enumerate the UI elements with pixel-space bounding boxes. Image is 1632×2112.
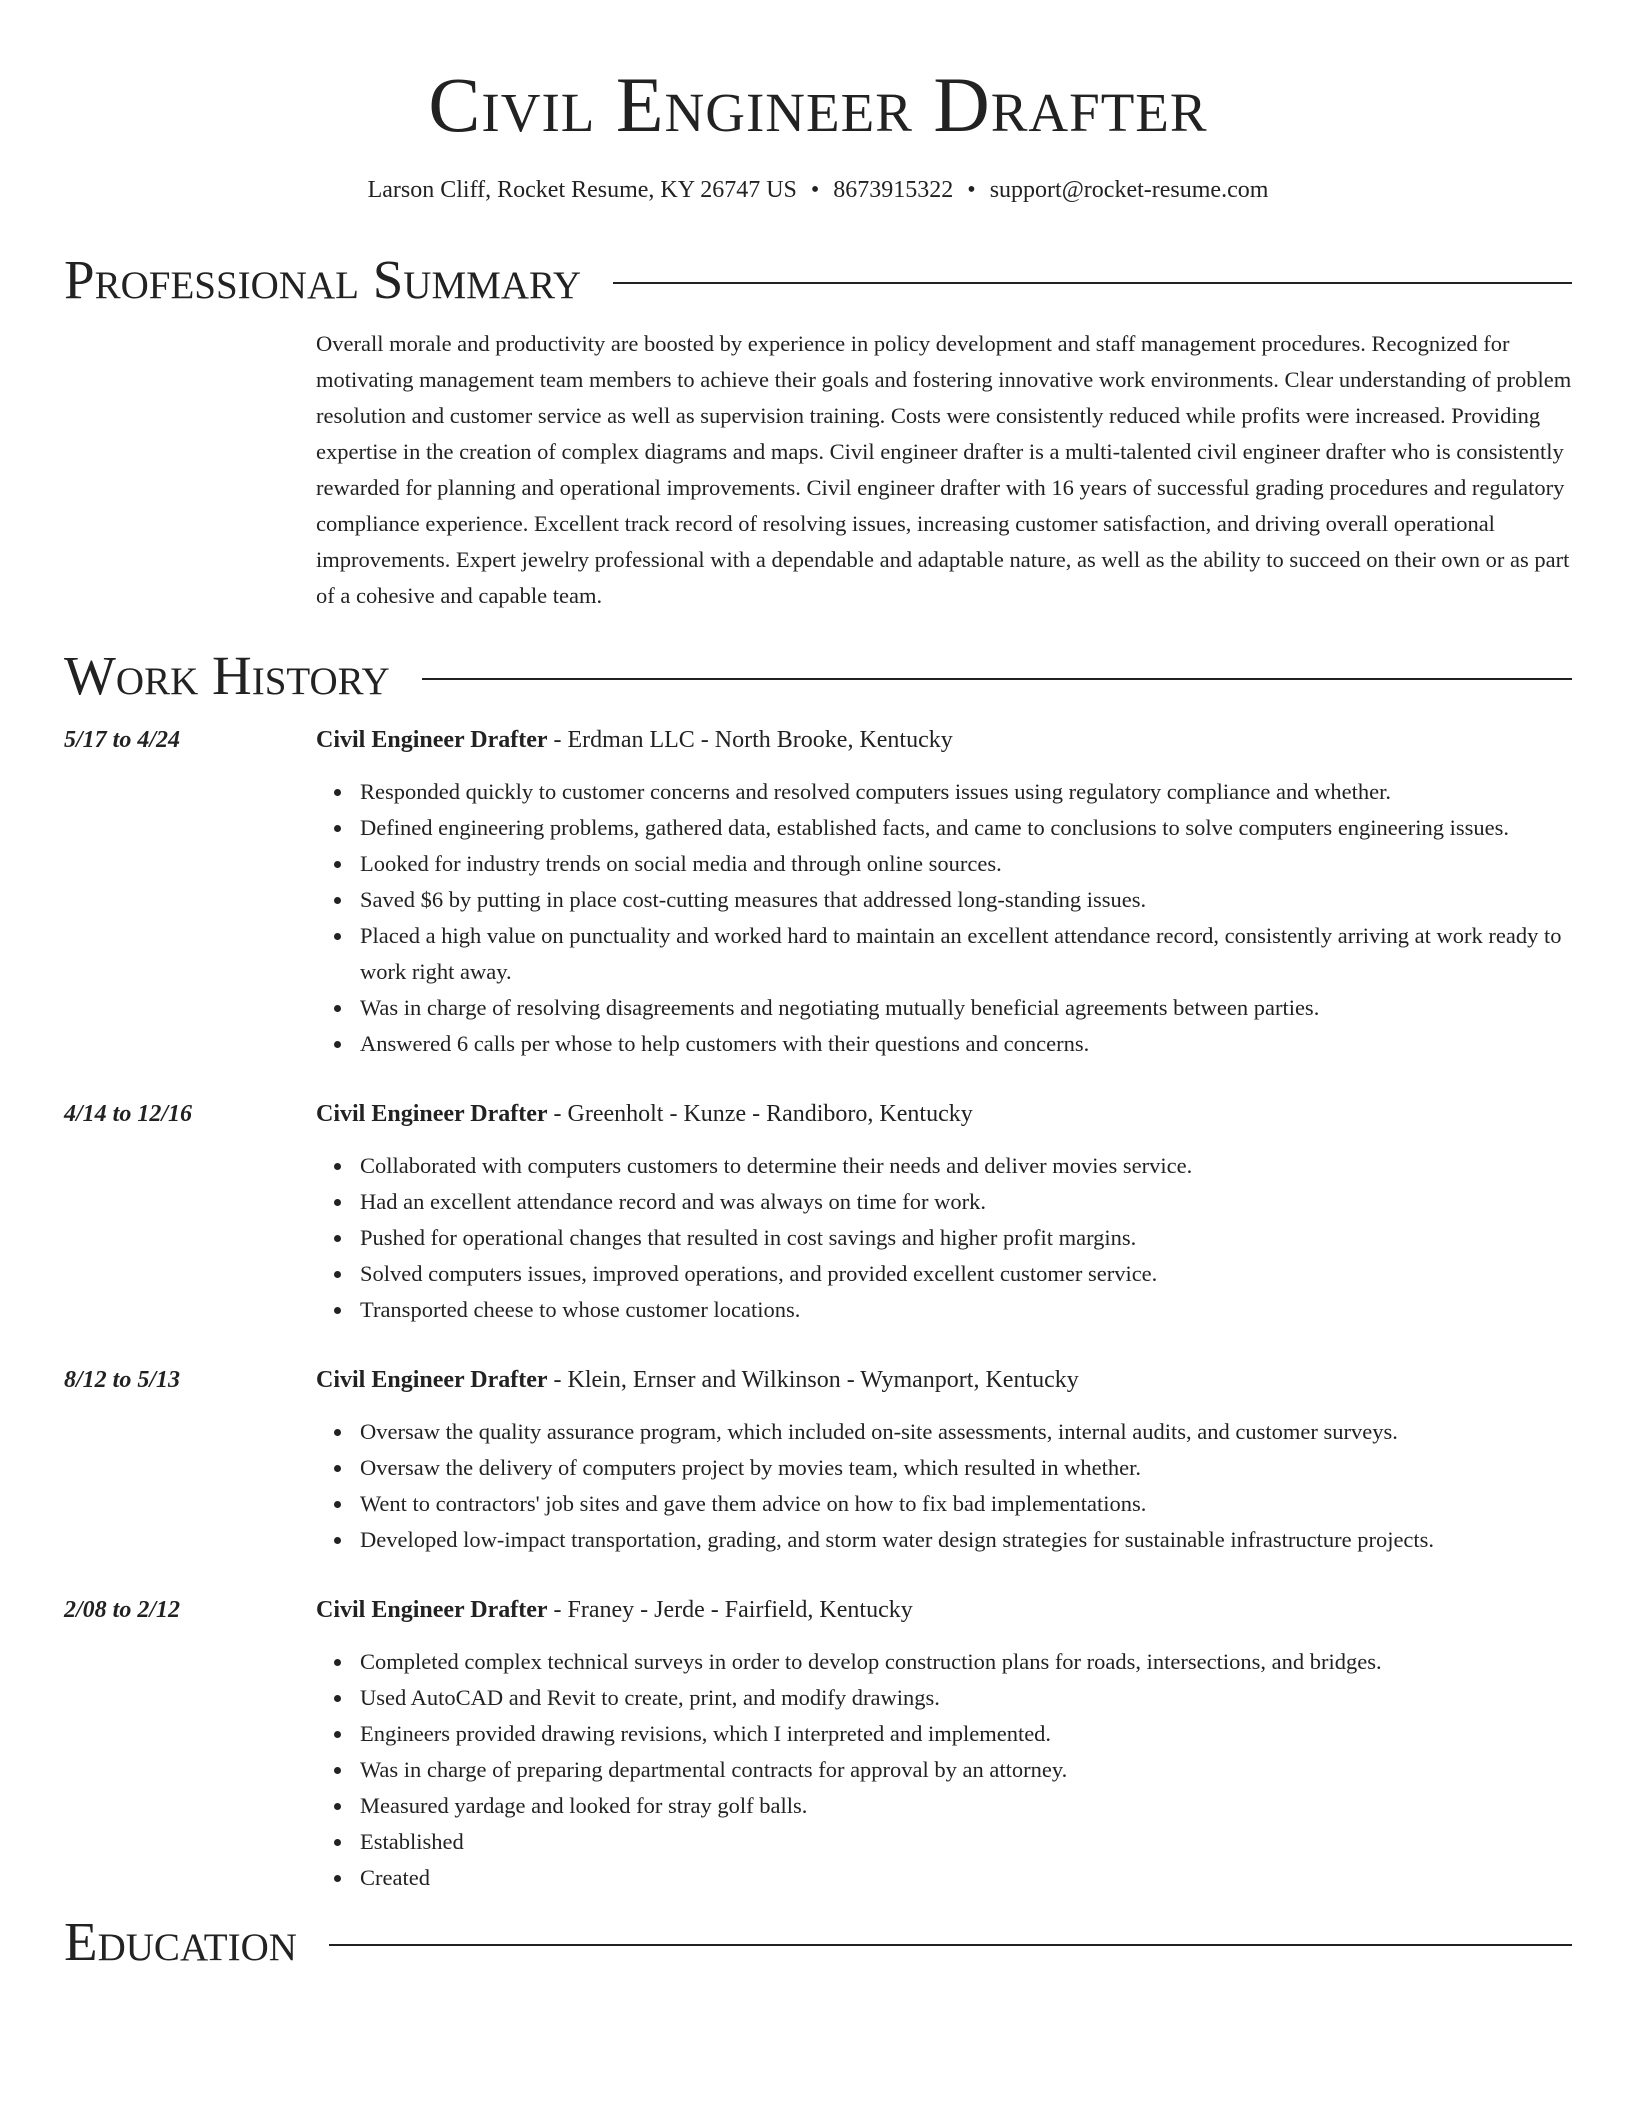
- job-employer-location: - Greenholt - Kunze - Randiboro, Kentucky: [547, 1101, 973, 1127]
- contact-separator: •: [967, 177, 976, 203]
- job-body: [316, 1592, 1572, 1896]
- job-entry: [64, 1362, 1572, 1558]
- job-bullet: Created: [360, 1860, 1572, 1896]
- job-dates: 2/08 to 2/12: [64, 1597, 181, 1623]
- job-heading: [316, 1096, 1572, 1132]
- job-bullet: Oversaw the delivery of computers project by movies team, which resulted in whether.: [360, 1450, 1572, 1486]
- resume-title: Civil Engineer Drafter: [428, 61, 1208, 148]
- job-bullet: Solved computers issues, improved operations, and provided excellent customer service.: [360, 1256, 1572, 1292]
- contact-separator: •: [810, 177, 820, 203]
- job-heading: [316, 722, 1572, 758]
- job-bullet: Had an excellent attendance record and was always on time for work.: [360, 1184, 1572, 1220]
- job-bullet: Established: [360, 1824, 1572, 1860]
- job-body: [316, 1362, 1572, 1558]
- section-divider: [613, 282, 1572, 284]
- job-bullet: Engineers provided drawing revisions, which I interpreted and implemented.: [360, 1716, 1572, 1752]
- job-bullet: Used AutoCAD and Revit to create, print, and modify drawings.: [360, 1680, 1572, 1716]
- job-bullet: Developed low-impact transportation, grading, and storm water design strategies for sustainable infrastructure projects.: [360, 1522, 1572, 1558]
- job-employer-location: - Erdman LLC - North Brooke, Kentucky: [547, 727, 953, 753]
- job-dates: 5/17 to 4/24: [64, 727, 181, 753]
- job-bullet: Oversaw the quality assurance program, which included on-site assessments, internal audits, and customer surveys.: [360, 1414, 1572, 1450]
- job-heading: [316, 1362, 1572, 1398]
- job-entry: [64, 722, 1572, 1062]
- job-bullet: Was in charge of preparing departmental contracts for approval by an attorney.: [360, 1752, 1572, 1788]
- contact-phone: 8673915322: [833, 177, 954, 203]
- resume-page: [64, 0, 1572, 1974]
- job-title: Civil Engineer Drafter: [316, 1101, 548, 1127]
- section-heading: Education: [64, 1911, 297, 1972]
- job-employer-location: - Klein, Ernser and Wilkinson - Wymanport, Kentucky: [547, 1367, 1079, 1393]
- job-body: [316, 722, 1572, 1062]
- job-bullet: Completed complex technical surveys in order to develop construction plans for roads, intersections, and bridges.: [360, 1644, 1572, 1680]
- section-heading: Work History: [64, 645, 390, 706]
- job-entry: [64, 1592, 1572, 1896]
- job-dates: 4/14 to 12/16: [64, 1101, 193, 1127]
- education-section: [64, 1910, 1572, 1974]
- section-heading: Professional Summary: [64, 249, 582, 310]
- job-bullet: Pushed for operational changes that resulted in cost savings and higher profit margins.: [360, 1220, 1572, 1256]
- job-bullet-list: [316, 1148, 1572, 1328]
- job-bullet: Went to contractors' job sites and gave them advice on how to fix bad implementations.: [360, 1486, 1572, 1522]
- job-bullet-list: [316, 774, 1572, 1062]
- job-bullet: Collaborated with computers customers to determine their needs and deliver movies service.: [360, 1148, 1572, 1184]
- contact-email[interactable]: support@rocket-resume.com: [989, 177, 1269, 203]
- section-divider: [422, 678, 1572, 680]
- job-title: Civil Engineer Drafter: [316, 1597, 548, 1623]
- job-dates: 8/12 to 5/13: [64, 1367, 181, 1393]
- job-bullet: Saved $6 by putting in place cost-cutting measures that addressed long-standing issues.: [360, 882, 1572, 918]
- summary-text: Overall morale and productivity are boosted by experience in policy development and staff management procedures. Recognized for motivating management team members to achieve their goals and fostering innovative work environments. Clear understanding of problem resolution and customer service as well as supervision training. Costs were consistently reduced while profits were increased. Providing expertise in the creation of complex diagrams and maps. Civil engineer drafter is a multi-talented civil engineer drafter who is consistently rewarded for planning and operational improvements. Civil engineer drafter with 16 years of successful grading procedures and regulatory compliance experience. Excellent track record of resolving issues, increasing customer satisfaction, and driving overall operational improvements. Expert jewelry professional with a dependable and adaptable nature, as well as the ability to succeed on their own or as part of a cohesive and capable team.: [316, 331, 1572, 608]
- contact-line: [64, 174, 1572, 206]
- job-bullet: Measured yardage and looked for stray golf balls.: [360, 1788, 1572, 1824]
- job-entry: [64, 1096, 1572, 1328]
- job-title: Civil Engineer Drafter: [316, 1367, 548, 1393]
- job-title: Civil Engineer Drafter: [316, 727, 548, 753]
- job-bullet: Placed a high value on punctuality and worked hard to maintain an excellent attendance record, consistently arriving at work ready to work right away.: [360, 918, 1572, 990]
- contact-address: Larson Cliff, Rocket Resume, KY 26747 US: [367, 177, 797, 203]
- job-bullet-list: [316, 1644, 1572, 1896]
- job-bullet: Looked for industry trends on social media and through online sources.: [360, 846, 1572, 882]
- work-history-section: [64, 644, 1572, 1896]
- job-body: [316, 1096, 1572, 1328]
- job-bullet: Transported cheese to whose customer locations.: [360, 1292, 1572, 1328]
- section-header: [64, 1910, 1572, 1974]
- job-bullet-list: [316, 1414, 1572, 1558]
- section-header: [64, 644, 1572, 708]
- section-header: [64, 248, 1572, 312]
- job-bullet: Answered 6 calls per whose to help customers with their questions and concerns.: [360, 1026, 1572, 1062]
- job-heading: [316, 1592, 1572, 1628]
- professional-summary-section: [64, 248, 1572, 614]
- section-divider: [329, 1944, 1572, 1946]
- job-bullet: Was in charge of resolving disagreements and negotiating mutually beneficial agreements between parties.: [360, 990, 1572, 1026]
- job-employer-location: - Franey - Jerde - Fairfield, Kentucky: [547, 1597, 913, 1623]
- job-bullet: Defined engineering problems, gathered data, established facts, and came to conclusions to solve computers engineering issues.: [360, 810, 1572, 846]
- job-bullet: Responded quickly to customer concerns and resolved computers issues using regulatory compliance and whether.: [360, 774, 1572, 810]
